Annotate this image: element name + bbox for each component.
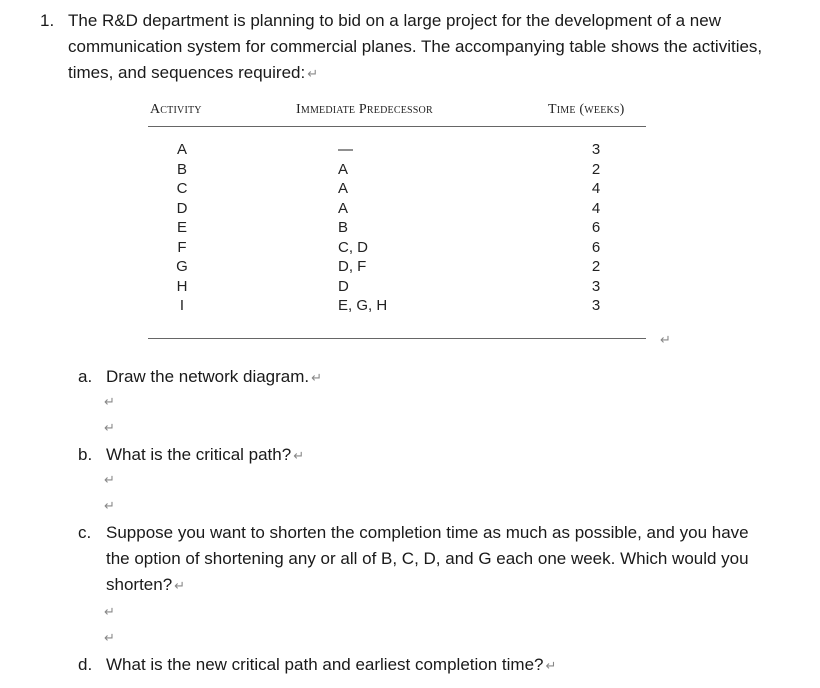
time-cell: 4 <box>591 180 601 197</box>
activity-column <box>172 140 192 316</box>
part-text: Draw the network diagram. <box>106 367 310 386</box>
activity-cell: A <box>176 141 187 158</box>
question-number: 1. <box>40 11 55 30</box>
question-text: The R&D department is planning to bid on a large project for the development of a new communication system for commercial planes. The accompanying table shows the activities, times, and sequences required: ↵ <box>68 11 763 82</box>
paragraph-mark-icon: ↵ <box>104 498 115 513</box>
activity-cell: I <box>179 297 185 314</box>
time-cell: 6 <box>591 238 601 256</box>
paragraph-mark-icon: ↵ <box>660 332 671 347</box>
activity-cell: C <box>176 180 188 197</box>
predecessor-cell: E, G, H <box>338 297 388 314</box>
time-cell: 2 <box>591 258 601 275</box>
predecessor-cell: A <box>338 180 349 197</box>
predecessor-column <box>338 140 408 316</box>
part-text: What is the new critical path and earliest completion time? <box>106 655 544 674</box>
paragraph-mark-icon: ↵ <box>293 448 305 463</box>
activity-cell: B <box>176 160 187 178</box>
predecessor-cell: — <box>338 141 353 158</box>
paragraph-mark-icon: ↵ <box>545 658 557 673</box>
table-top-rule <box>148 126 646 127</box>
predecessor-cell: C, D <box>338 238 368 256</box>
activity-cell: F <box>177 238 187 256</box>
paragraph-mark-icon: ↵ <box>307 66 319 81</box>
part-label: b. <box>78 445 93 464</box>
header-time: Time (weeks) <box>548 102 625 117</box>
paragraph-mark-icon: ↵ <box>174 578 186 593</box>
header-activity: Activity <box>150 102 202 117</box>
activity-cell: G <box>176 258 188 275</box>
paragraph-mark-icon: ↵ <box>104 630 115 645</box>
header-predecessor: Immediate Predecessor <box>296 102 433 117</box>
activity-cell: D <box>176 199 188 217</box>
paragraph-mark-icon: ↵ <box>311 370 323 385</box>
part-label: a. <box>78 367 93 386</box>
part-text: Suppose you want to shorten the completion time as much as possible, and you have the option of shortening any or all of B, C, D, and G each one week. Which would you shorten? <box>106 523 749 594</box>
activity-cell: E <box>176 219 187 236</box>
predecessor-cell: B <box>338 219 349 236</box>
time-cell: 2 <box>591 160 601 178</box>
part-text: What is the critical path? <box>106 445 292 464</box>
paragraph-mark-icon: ↵ <box>104 394 115 409</box>
paragraph-mark-icon: ↵ <box>104 472 115 487</box>
table-bottom-rule <box>148 338 646 339</box>
time-column <box>586 140 606 316</box>
part-label: d. <box>78 655 93 674</box>
predecessor-cell: A <box>338 160 349 178</box>
part-label: c. <box>78 523 92 542</box>
paragraph-mark-icon: ↵ <box>104 420 115 435</box>
time-cell: 3 <box>591 297 601 314</box>
time-cell: 3 <box>591 141 601 158</box>
time-cell: 4 <box>591 199 601 217</box>
predecessor-cell: A <box>338 199 349 217</box>
time-cell: 3 <box>591 277 601 295</box>
predecessor-cell: D <box>338 277 349 295</box>
activity-table <box>148 96 648 346</box>
predecessor-cell: D, F <box>338 258 367 275</box>
activity-cell: H <box>176 277 188 295</box>
time-cell: 6 <box>591 219 601 236</box>
paragraph-mark-icon: ↵ <box>104 604 115 619</box>
